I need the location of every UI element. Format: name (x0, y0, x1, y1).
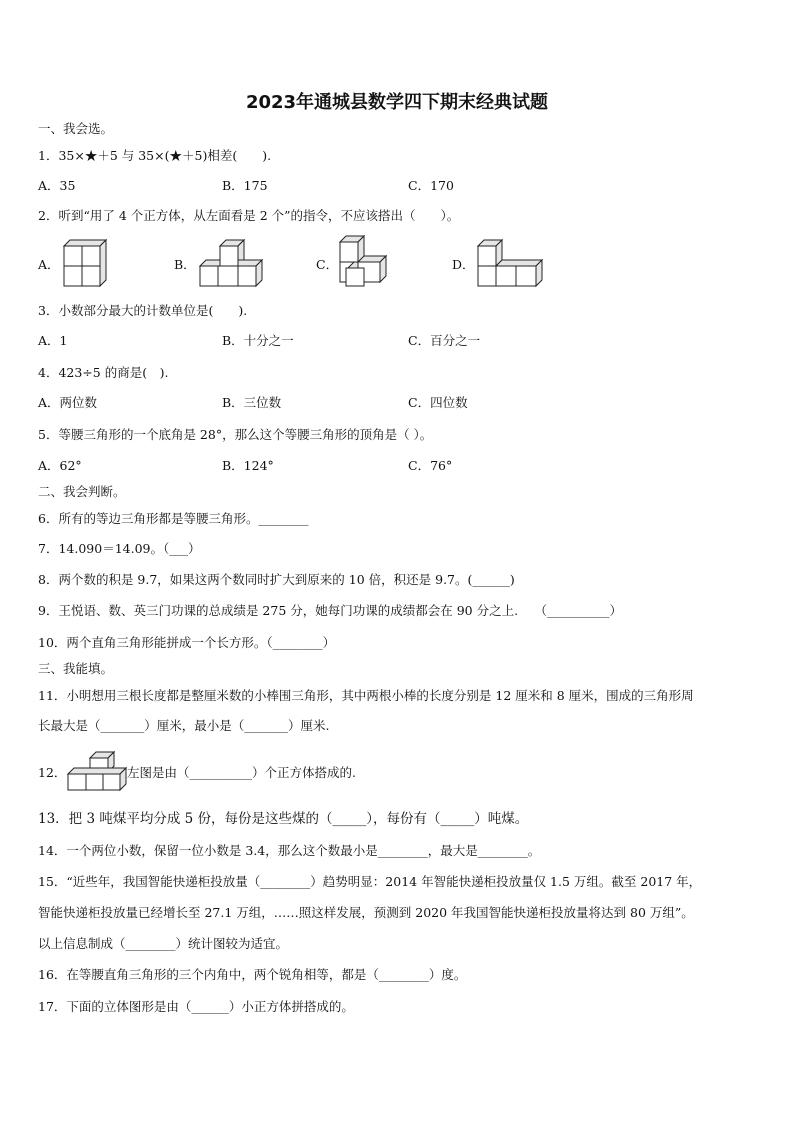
q12-cube-figure (64, 750, 128, 792)
page-title: 2023年通城县数学四下期末经典试题 (245, 92, 549, 113)
section-heading-fill: 三、我能填。 (38, 661, 114, 676)
section-heading-judge: 二、我会判断。 (38, 484, 126, 499)
q4-option-a: A．两位数 (38, 395, 98, 410)
q4-option-b: B．三位数 (222, 395, 282, 410)
q2-option-d: D． (452, 257, 475, 272)
q1-option-c: C．170 (408, 178, 454, 193)
q5-option-b: B．124° (222, 458, 274, 473)
question-7: 7．14.090＝14.09。（___） (38, 541, 201, 556)
question-4: 4．423÷5 的商是( ). (38, 365, 169, 380)
question-5: 5．等腰三角形的一个底角是 28°，那么这个等腰三角形的顶角是（ ）。 (38, 427, 433, 442)
question-13: 13．把 3 吨煤平均分成 5 份，每份是这些煤的（_____），每份有（_____）吨煤。 (38, 811, 529, 827)
question-2: 2．听到“用了 4 个正方体，从左面看是 2 个”的指令，不应该搭出（ ）。 (38, 208, 460, 223)
q5-option-c: C．76° (408, 458, 453, 473)
q4-option-c: C．四位数 (408, 395, 468, 410)
question-15-line-1: 15．“近些年，我国智能快递柜投放量（________）趋势明显：2014 年智能快递柜投放量仅 1.5 万组。截至 2017 年， (38, 874, 702, 889)
question-9: 9．王悦语、数、英三门功课的总成绩是 275 分，她每门功课的成绩都会在 90 分之上. （__________） (38, 603, 623, 618)
question-3: 3．小数部分最大的计数单位是( ). (38, 303, 248, 318)
question-1: 1．35×★＋5 与 35×(★＋5)相差( ). (38, 148, 272, 163)
section-heading-choose: 一、我会选。 (38, 121, 114, 136)
q2-option-a: A． (38, 257, 60, 272)
question-11-line-1: 11．小明想用三根长度都是整厘米数的小棒围三角形，其中两根小棒的长度分别是 12 厘米和 8 厘米，围成的三角形周 (38, 688, 694, 703)
question-17: 17．下面的立体图形是由（______）小正方体拼搭成的。 (38, 999, 354, 1014)
q1-option-b: B．175 (222, 178, 268, 193)
q1-option-a: A．35 (38, 178, 76, 193)
q3-option-c: C．百分之一 (408, 333, 481, 348)
question-12-number: 12． (38, 765, 67, 780)
question-12-text: 左图是由（__________）个正方体搭成的. (127, 765, 356, 780)
question-14: 14．一个两位小数，保留一位小数是 3.4，那么这个数最小是________，最大是________。 (38, 843, 541, 858)
question-16: 16．在等腰直角三角形的三个内角中，两个锐角相等，都是（________）度。 (38, 967, 467, 982)
question-15-line-3: 以上信息制成（________）统计图较为适宜。 (38, 936, 289, 951)
question-6: 6．所有的等边三角形都是等腰三角形。________ (38, 511, 309, 526)
q2-figure-b (196, 236, 270, 288)
q2-figure-d (474, 236, 548, 288)
question-15-line-2: 智能快递柜投放量已经增长至 27.1 万组，……照这样发展，预测到 2020 年我国智能快递柜投放量将达到 80 万组”。 (38, 905, 694, 920)
q5-option-a: A．62° (38, 458, 82, 473)
question-11-line-2: 长最大是（_______）厘米，最小是（_______）厘米. (38, 718, 330, 733)
q2-option-b: B． (174, 257, 196, 272)
q2-figure-c (336, 234, 392, 290)
question-10: 10．两个直角三角形能拼成一个长方形。（________） (38, 635, 336, 650)
q3-option-a: A．1 (38, 333, 68, 348)
q2-option-c: C． (316, 257, 339, 272)
q2-figure-a (58, 236, 110, 288)
q3-option-b: B．十分之一 (222, 333, 294, 348)
question-8: 8．两个数的积是 9.7，如果这两个数同时扩大到原来的 10 倍，积还是 9.7。(______) (38, 572, 515, 587)
